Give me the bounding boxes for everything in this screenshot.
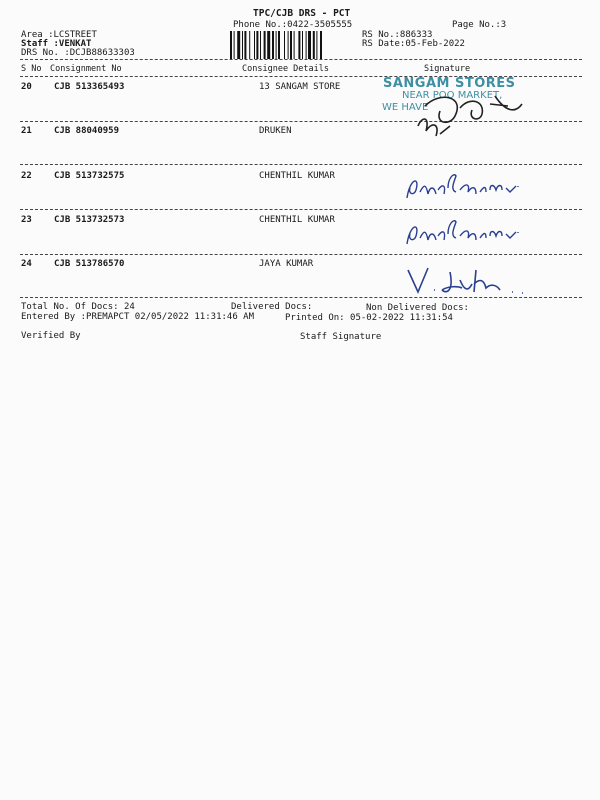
- divider: [20, 254, 582, 255]
- row-consignment: CJB 88040959: [54, 126, 120, 136]
- row-consignment: CJB 513786570: [54, 259, 125, 269]
- non-delivered-docs: Non Delivered Docs:: [366, 303, 469, 313]
- row-sno: 24: [21, 259, 32, 269]
- divider: [20, 59, 582, 60]
- signature-icon: [402, 212, 532, 252]
- stamp-line-1: SANGAM STORES: [383, 76, 516, 91]
- verified-by: Verified By: [21, 331, 81, 341]
- row-consignee: 13 SANGAM STORE: [259, 82, 341, 92]
- document-title: TPC/CJB DRS - PCT: [253, 8, 351, 19]
- row-sno: 23: [21, 215, 32, 225]
- row-consignee: CHENTHIL KUMAR: [259, 171, 335, 181]
- printed-on: Printed On: 05-02-2022 11:31:54: [285, 313, 453, 323]
- row-sno: 20: [21, 82, 32, 92]
- signature-icon: [402, 262, 542, 300]
- staff-label: Staff :VENKAT: [21, 39, 92, 49]
- delivered-docs: Delivered Docs:: [231, 302, 313, 312]
- row-sno: 21: [21, 126, 32, 136]
- rs-number: RS No.:886333: [362, 30, 433, 40]
- rs-date: RS Date:05-Feb-2022: [362, 39, 465, 49]
- signature-icon: [402, 168, 532, 208]
- row-consignment: CJB 513365493: [54, 82, 125, 92]
- staff-signature-label: Staff Signature: [300, 332, 382, 342]
- column-sno: S No: [21, 64, 42, 74]
- row-consignment: CJB 513732573: [54, 215, 125, 225]
- signature-icon: [410, 86, 540, 146]
- row-consignment: CJB 513732575: [54, 171, 125, 181]
- drs-number: DRS No. :DCJB88633303: [21, 48, 135, 58]
- stamp-line-2: NEAR POO MARKET,: [402, 90, 503, 101]
- page-number: Page No.:3: [452, 20, 507, 30]
- entered-by: Entered By :PREMAPCT 02/05/2022 11:31:46 AM: [21, 312, 254, 322]
- row-consignee: CHENTHIL KUMAR: [259, 215, 335, 225]
- stamp-line-3: WE HAVE: [382, 102, 429, 113]
- row-consignee: DRUKEN: [259, 126, 292, 136]
- column-consignment: Consignment No: [50, 64, 122, 74]
- area-label: Area :LCSTREET: [21, 30, 97, 40]
- barcode-icon: [230, 31, 352, 59]
- row-sno: 22: [21, 171, 32, 181]
- column-signature: Signature: [424, 64, 471, 74]
- row-consignee: JAYA KUMAR: [259, 259, 314, 269]
- total-docs: Total No. Of Docs: 24: [21, 302, 135, 312]
- column-consignee: Consignee Details: [242, 64, 329, 74]
- divider: [20, 164, 582, 165]
- phone-number: Phone No.:0422-3505555: [233, 20, 353, 30]
- divider: [20, 209, 582, 210]
